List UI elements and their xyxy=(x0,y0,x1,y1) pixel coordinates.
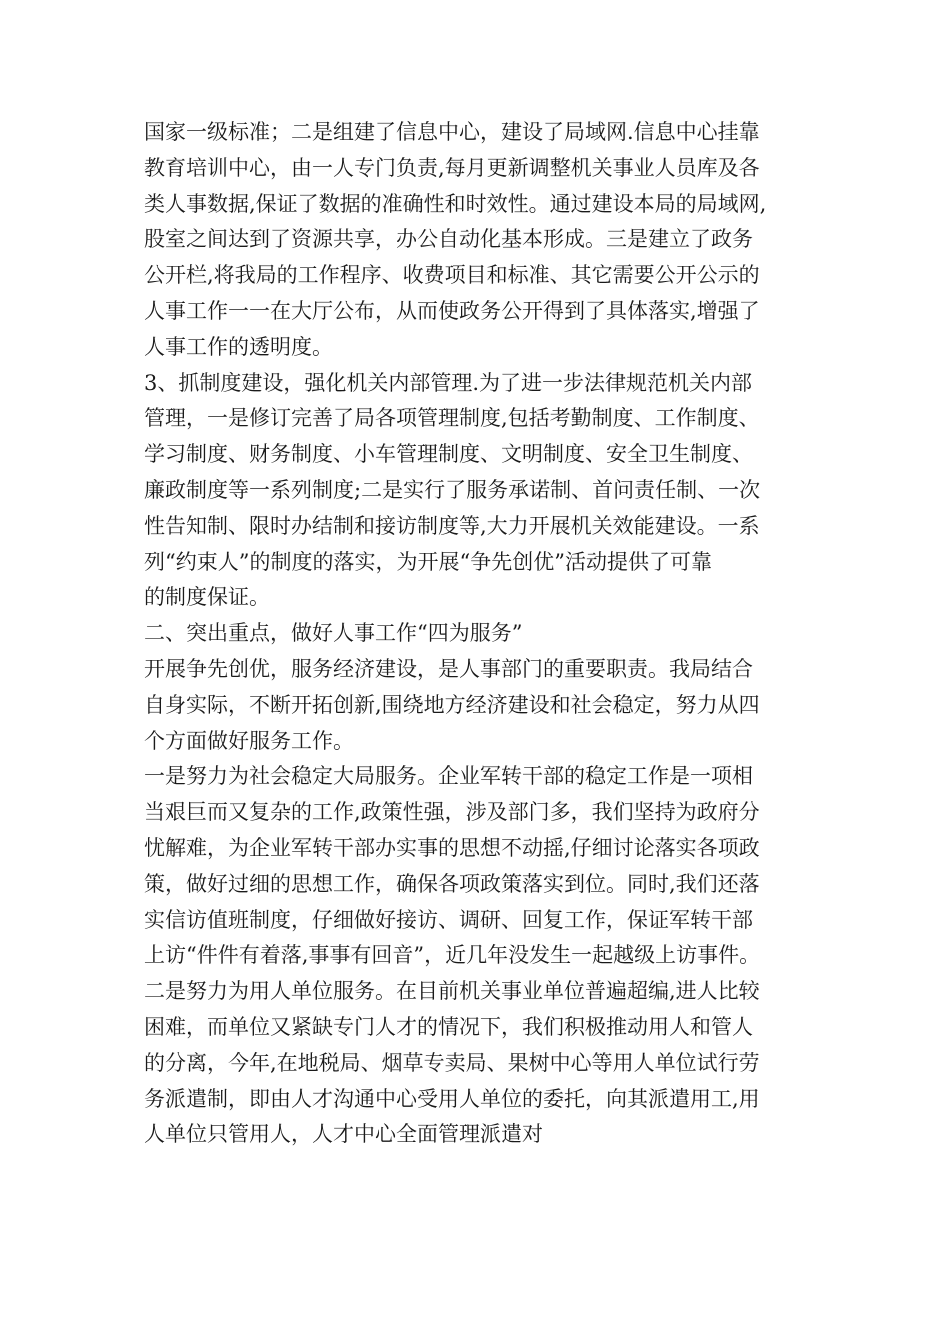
text-line: 人事工作一一在大厅公布，从而使政务公开得到了具体落实,增强了 xyxy=(144,298,760,323)
text-line: 开展争先创优，服务经济建设，是人事部门的重要职责。我局结合 xyxy=(144,656,753,681)
text-line: 股室之间达到了资源共享，办公自动化基本形成。三是建立了政务 xyxy=(144,227,753,252)
text-line: 忧解难，为企业军转干部办实事的思想不动摇,仔细讨论落实各项政 xyxy=(144,835,760,860)
text-line: 策，做好过细的思想工作，确保各项政策落实到位。同时,我们还落 xyxy=(144,871,760,896)
text-line: 上访“件件有着落,事事有回音”，近几年没发生一起越级上访事件。 xyxy=(144,943,761,968)
text-line: 廉政制度等一系列制度;二是实行了服务承诺制、首问责任制、一次 xyxy=(144,477,761,502)
text-line: 自身实际，不断开拓创新,围绕地方经济建设和社会稳定，努力从四 xyxy=(144,692,760,717)
document-body xyxy=(144,115,824,1153)
text-line: 的分离，今年,在地税局、烟草专卖局、果树中心等用人单位试行劳 xyxy=(144,1050,760,1075)
text-line: 公开栏,将我局的工作程序、收费项目和标准、其它需要公开公示的 xyxy=(144,263,760,288)
section-heading: 二、突出重点，做好人事工作“四为服务” xyxy=(144,621,523,646)
text-line: 一是努力为社会稳定大局服务。企业军转干部的稳定工作是一项相 xyxy=(144,764,753,789)
text-line: 实信访值班制度，仔细做好接访、调研、回复工作，保证军转干部 xyxy=(144,907,753,932)
text-line: 人单位只管用人，人才中心全面管理派遣对 xyxy=(144,1122,543,1147)
text-line: 教育培训中心，由一人专门负责,每月更新调整机关事业人员库及各 xyxy=(144,155,760,180)
text-line: 列“约束人”的制度的落实，为开展“争先创优”活动提供了可靠 xyxy=(144,549,712,574)
text-line: 管理，一是修订完善了局各项管理制度,包括考勤制度、工作制度、 xyxy=(144,406,760,431)
text-line: 学习制度、财务制度、小车管理制度、文明制度、安全卫生制度、 xyxy=(144,442,753,467)
text-line: 的制度保证。 xyxy=(144,585,270,610)
text-line: 国家一级标准；二是组建了信息中心，建设了局域网.信息中心挂靠 xyxy=(144,120,760,144)
text-line: 3、抓制度建设，强化机关内部管理.为了进一步法律规范机关内部 xyxy=(144,370,753,395)
text-line: 务派遣制，即由人才沟通中心受用人单位的委托，向其派遣用工,用 xyxy=(144,1086,760,1111)
text-line: 困难，而单位又紧缺专门人才的情况下，我们积极推动用人和管人 xyxy=(144,1014,753,1039)
text-line: 个方面做好服务工作。 xyxy=(144,728,354,753)
text-line: 人事工作的透明度。 xyxy=(144,334,333,359)
text-line: 当艰巨而又复杂的工作,政策性强，涉及部门多，我们坚持为政府分 xyxy=(144,800,760,825)
text-line: 性告知制、限时办结制和接访制度等,大力开展机关效能建设。一系 xyxy=(144,513,760,538)
text-line: 类人事数据,保证了数据的准确性和时效性。通过建设本局的局域网, xyxy=(144,191,767,216)
text-line: 二是努力为用人单位服务。在目前机关事业单位普遍超编,进人比较 xyxy=(144,979,760,1004)
